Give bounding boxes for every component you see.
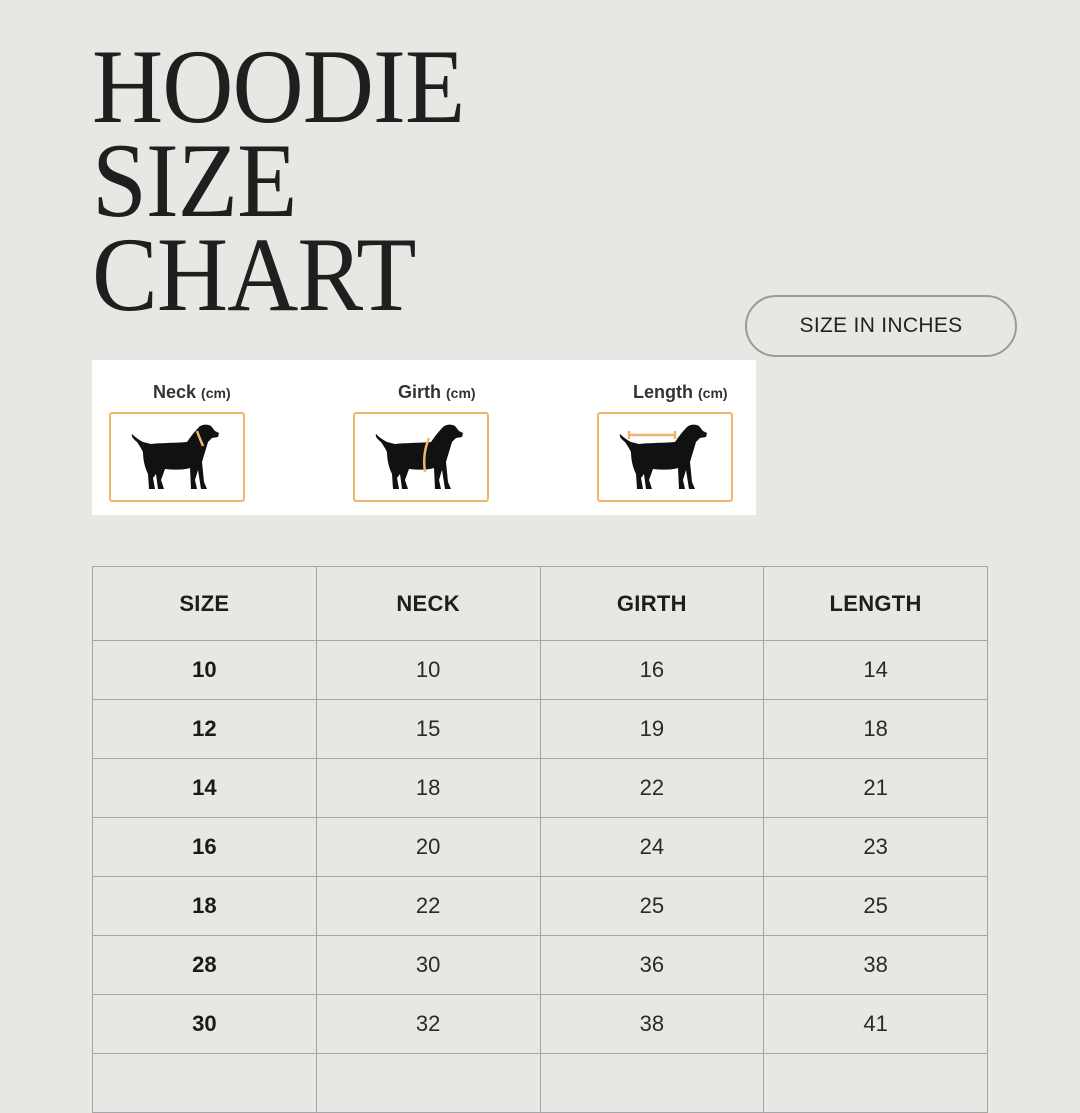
cell-length: 18	[764, 700, 988, 759]
cell-neck: 20	[316, 818, 540, 877]
cell-length: 23	[764, 818, 988, 877]
table-row	[93, 818, 988, 877]
cell-size: 16	[93, 818, 317, 877]
guide-item-neck	[92, 360, 292, 515]
cell-length: 25	[764, 877, 988, 936]
guide-label-neck: Neck (cm)	[153, 382, 231, 402]
cell-size	[93, 1054, 317, 1113]
dog-length-icon	[597, 412, 733, 502]
measurement-guide	[92, 360, 756, 515]
dog-neck-icon	[109, 412, 245, 502]
cell-girth	[540, 1054, 764, 1113]
cell-girth: 36	[540, 936, 764, 995]
table-row	[93, 759, 988, 818]
cell-girth: 38	[540, 995, 764, 1054]
cell-girth: 24	[540, 818, 764, 877]
cell-size: 28	[93, 936, 317, 995]
title-line-2: SIZE	[92, 122, 297, 239]
table-row	[93, 877, 988, 936]
table-row	[93, 641, 988, 700]
cell-size: 14	[93, 759, 317, 818]
cell-size: 18	[93, 877, 317, 936]
cell-neck: 30	[316, 936, 540, 995]
header-length: LENGTH	[764, 567, 988, 641]
page-title	[92, 28, 465, 333]
table-header-row	[93, 567, 988, 641]
cell-length	[764, 1054, 988, 1113]
table-row	[93, 700, 988, 759]
cell-length: 38	[764, 936, 988, 995]
guide-label-length: Length (cm)	[633, 382, 728, 402]
cell-neck: 15	[316, 700, 540, 759]
cell-neck: 10	[316, 641, 540, 700]
header-girth: GIRTH	[540, 567, 764, 641]
header-neck: NECK	[316, 567, 540, 641]
cell-neck	[316, 1054, 540, 1113]
title-line-3: CHART	[92, 216, 416, 333]
cell-length: 21	[764, 759, 988, 818]
cell-size: 10	[93, 641, 317, 700]
cell-girth: 22	[540, 759, 764, 818]
guide-item-girth	[336, 360, 536, 515]
table-row	[93, 936, 988, 995]
cell-size: 12	[93, 700, 317, 759]
cell-neck: 22	[316, 877, 540, 936]
title-line-1: HOODIE	[92, 28, 465, 145]
table-row	[93, 995, 988, 1054]
guide-label-girth: Girth (cm)	[398, 382, 476, 402]
cell-size: 30	[93, 995, 317, 1054]
cell-neck: 18	[316, 759, 540, 818]
cell-neck: 32	[316, 995, 540, 1054]
dog-girth-icon	[353, 412, 489, 502]
cell-length: 41	[764, 995, 988, 1054]
size-table	[92, 566, 988, 1113]
header-size: SIZE	[93, 567, 317, 641]
cell-length: 14	[764, 641, 988, 700]
cell-girth: 25	[540, 877, 764, 936]
table-row	[93, 1054, 988, 1113]
guide-item-length	[580, 360, 780, 515]
cell-girth: 19	[540, 700, 764, 759]
unit-badge: SIZE IN INCHES	[745, 295, 1017, 357]
cell-girth: 16	[540, 641, 764, 700]
